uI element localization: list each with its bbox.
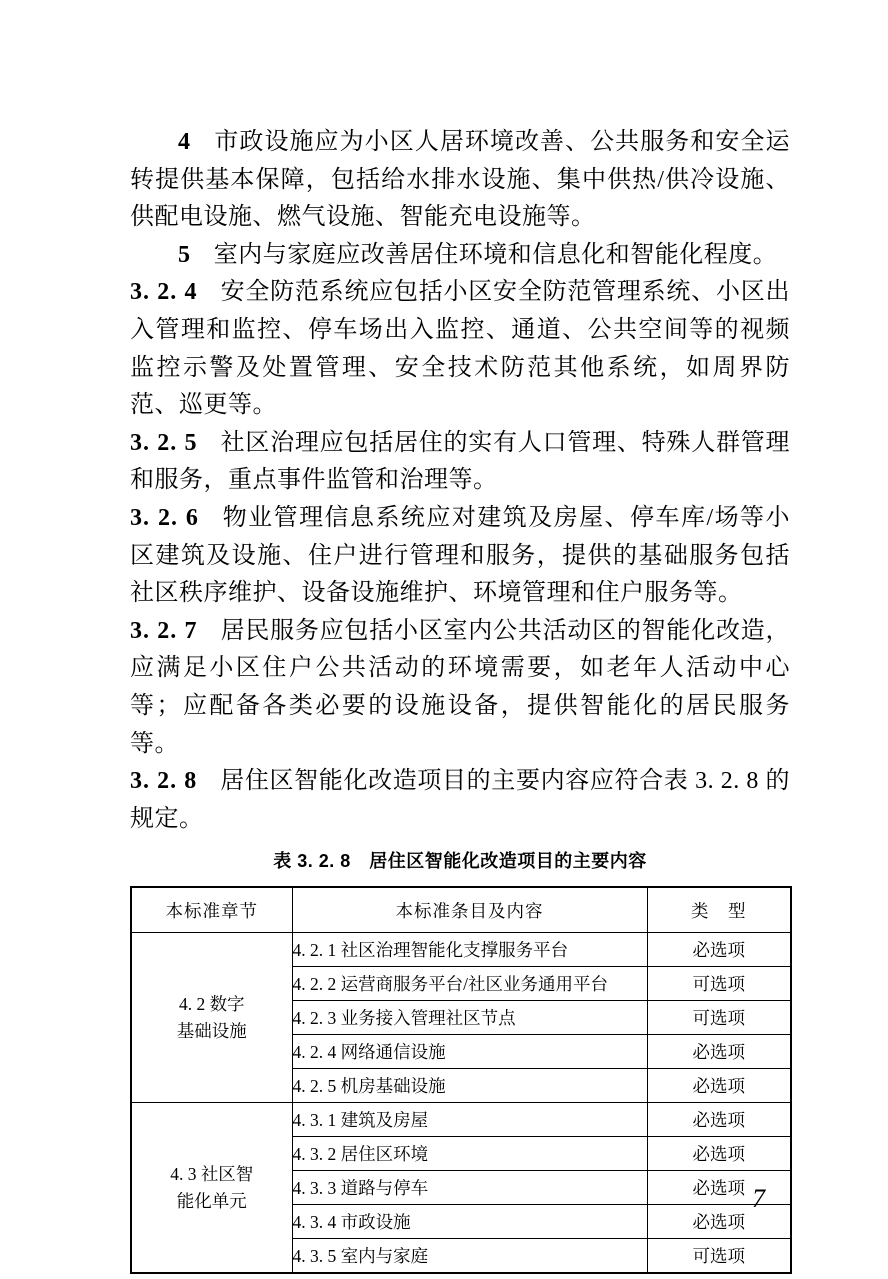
item-text: 市政设施应为小区人居环境改善、公共服务和安全运转提供基本保障，包括给水排水设施、集中供热/供冷设施、供配电设施、燃气设施、智能充电设施等。 bbox=[130, 129, 790, 231]
column-header-item: 本标准条目及内容 bbox=[292, 887, 647, 933]
item-cell: 4. 3. 4 市政设施 bbox=[292, 1205, 647, 1239]
clause-3-2-5 bbox=[130, 425, 790, 500]
chapter-cell-4-3 bbox=[131, 1103, 292, 1274]
type-cell: 必选项 bbox=[647, 933, 791, 967]
column-header-type: 类 型 bbox=[647, 887, 791, 933]
clause-number: 3. 2. 7 bbox=[130, 617, 198, 644]
clause-number: 3. 2. 4 bbox=[130, 279, 198, 306]
list-item-4 bbox=[130, 124, 790, 237]
chapter-line: 基础设施 bbox=[176, 1020, 247, 1041]
clause-number: 3. 2. 5 bbox=[130, 429, 198, 456]
clause-3-2-7 bbox=[130, 613, 790, 763]
column-header-chapter: 本标准章节 bbox=[131, 887, 292, 933]
clause-3-2-8 bbox=[130, 763, 790, 838]
item-cell: 4. 3. 1 建筑及房屋 bbox=[292, 1103, 647, 1137]
table-row bbox=[131, 933, 791, 967]
item-cell: 4. 2. 2 运营商服务平台/社区业务通用平台 bbox=[292, 967, 647, 1001]
chapter-line: 4. 3 社区智 bbox=[170, 1163, 254, 1184]
page-number: 7 bbox=[752, 1184, 765, 1213]
type-cell: 必选项 bbox=[647, 1171, 791, 1205]
type-cell: 可选项 bbox=[647, 967, 791, 1001]
type-cell: 可选项 bbox=[647, 1239, 791, 1274]
table-header-row bbox=[131, 887, 791, 933]
clause-number: 3. 2. 6 bbox=[130, 504, 199, 531]
clause-text: 社区治理应包括居住的实有人口管理、特殊人群管理和服务，重点事件监管和治理等。 bbox=[130, 429, 791, 494]
item-number: 4 bbox=[178, 129, 191, 155]
chapter-line: 能化单元 bbox=[176, 1190, 247, 1211]
clause-text: 居民服务应包括小区室内公共活动区的智能化改造，应满足小区住户公共活动的环境需要，如老年人活动中心等；应配备各类必要的设施设备，提供智能化的居民服务等。 bbox=[130, 617, 791, 757]
clause-text: 安全防范系统应包括小区安全防范管理系统、小区出入管理和监控、停车场出入监控、通道、公共空间等的视频监控示警及处置管理、安全技术防范其他系统，如周界防范、巡更等。 bbox=[130, 279, 791, 419]
table-row bbox=[131, 1103, 791, 1137]
clause-3-2-6 bbox=[130, 500, 790, 613]
table-title: 表 3. 2. 8 居住区智能化改造项目的主要内容 bbox=[273, 851, 647, 872]
type-cell: 必选项 bbox=[647, 1035, 791, 1069]
type-cell: 必选项 bbox=[647, 1205, 791, 1239]
item-cell: 4. 3. 5 室内与家庭 bbox=[292, 1239, 647, 1274]
clause-number: 3. 2. 8 bbox=[130, 768, 198, 795]
type-cell: 必选项 bbox=[647, 1069, 791, 1103]
item-text: 室内与家庭应改善居住环境和信息化和智能化程度。 bbox=[213, 241, 778, 268]
item-cell: 4. 2. 5 机房基础设施 bbox=[292, 1069, 647, 1103]
table-3-2-8 bbox=[130, 886, 792, 1274]
item-number: 5 bbox=[178, 241, 191, 268]
page-content bbox=[130, 124, 790, 1274]
clause-3-2-4 bbox=[130, 274, 790, 424]
chapter-cell-4-2 bbox=[131, 933, 292, 1103]
type-cell: 必选项 bbox=[647, 1103, 791, 1137]
item-cell: 4. 2. 1 社区治理智能化支撑服务平台 bbox=[292, 933, 647, 967]
list-item-5 bbox=[130, 237, 790, 275]
clause-text: 物业管理信息系统应对建筑及房屋、停车库/场等小区建筑及设施、住户进行管理和服务，提供的基础服务包括社区秩序维护、设备设施维护、环境管理和住户服务等。 bbox=[130, 504, 791, 607]
item-cell: 4. 3. 3 道路与停车 bbox=[292, 1171, 647, 1205]
chapter-line: 4. 2 数字 bbox=[178, 993, 245, 1014]
item-cell: 4. 3. 2 居住区环境 bbox=[292, 1137, 647, 1171]
item-cell: 4. 2. 3 业务接入管理社区节点 bbox=[292, 1001, 647, 1035]
item-cell: 4. 2. 4 网络通信设施 bbox=[292, 1035, 647, 1069]
type-cell: 必选项 bbox=[647, 1137, 791, 1171]
clause-text: 居住区智能化改造项目的主要内容应符合表 3. 2. 8 的规定。 bbox=[130, 768, 791, 832]
type-cell: 可选项 bbox=[647, 1001, 791, 1035]
